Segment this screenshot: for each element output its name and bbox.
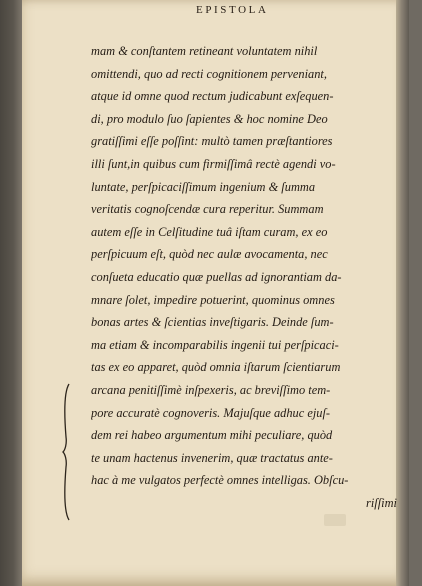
text-line: ma etiam & incomparabilis ingenii tui perſpicaci- [91, 337, 339, 352]
text-line: te unam hactenus invenerim, quæ tractatus ante- [91, 450, 333, 465]
text-line: atque id omne quod rectum judicabunt exſequen- [91, 89, 334, 104]
text-line: conſueta educatio quæ puellas ad ignorantiam da- [91, 269, 342, 284]
text-line: autem eſſe in Celſitudine tuâ iſtam curam, ex eo [91, 224, 328, 239]
text-line: illi ſunt,in quibus cum firmiſſimâ rectè agendi vo- [91, 156, 336, 171]
text-line: bonas artes & ſcientias inveſtigaris. Deinde ſum- [91, 315, 334, 330]
text-line: veritatis cognoſcendæ cura reperitur. Summam [91, 202, 324, 217]
text-line: tas ex eo apparet, quòd omnia iſtarum ſcientiarum [91, 360, 341, 375]
text-line: hac à me vulgatos perfectè omnes intelligas. Obſcu- [91, 473, 349, 488]
library-stamp [324, 514, 346, 526]
text-line: mnare ſolet, impedire potuerint, quominus omnes [91, 292, 335, 307]
text-line: mam & conſtantem retineant voluntatem nihil [91, 44, 318, 58]
text-line: pore accuratè cognoveris. Majuſque adhuc ejuſ- [91, 405, 331, 420]
body-text [91, 40, 399, 514]
text-line: dem rei habeo argumentum mihi peculiare, quòd [91, 428, 333, 443]
text-line: omittendi, quo ad recti cognitionem perveniant, [91, 66, 327, 81]
text-line: arcana penitiſſimè inſpexeris, ac breviſſimo tem- [91, 382, 331, 397]
text-line: gratiſſimi eſſe poſſint: multò tamen præſtantiores [91, 134, 333, 149]
running-head: EPISTOLA [196, 4, 269, 16]
text-line: perſpicuum eſt, quòd nec aulæ avocamenta, nec [91, 247, 328, 262]
text-line: di, pro modulo ſuo ſapientes & hoc nomine Deo [91, 111, 328, 126]
catchword-line: riſſimi [366, 495, 397, 510]
book-gutter [0, 0, 22, 586]
margin-bracket-mark [62, 382, 72, 522]
text-line: luntate, perſpicaciſſimum ingenium & ſumma [91, 179, 316, 194]
